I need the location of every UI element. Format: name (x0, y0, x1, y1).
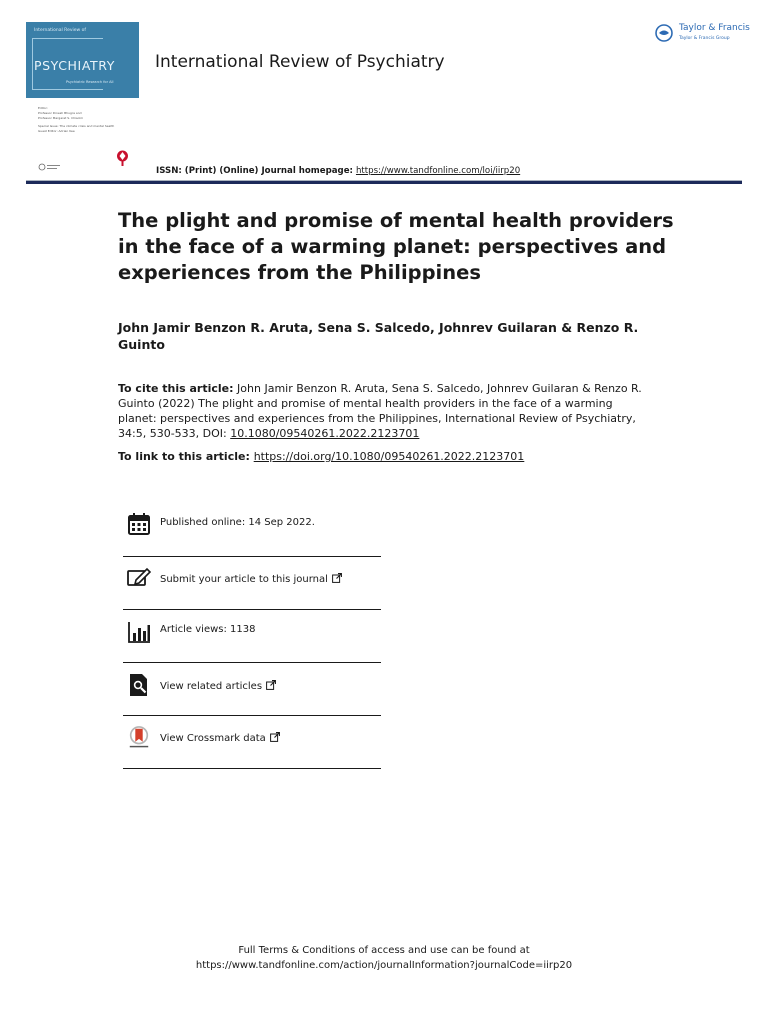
citation-label: To cite this article: (118, 382, 234, 395)
bar-chart-icon (127, 620, 151, 644)
cover-editors-3: Professor Margaret S. Chisolm (38, 116, 84, 120)
submit-article-label: Submit your article to this journal (160, 574, 328, 585)
article-authors: John Jamir Benzon R. Aruta, Sena S. Salcedo, Johnrev Guilaran & Renzo R. Guinto (118, 320, 639, 352)
footer-line-1: Full Terms & Conditions of access and use can be found at (238, 945, 530, 956)
publisher-subname: Taylor & Francis Group (679, 36, 730, 41)
cover-editors-1: Editor: (38, 106, 48, 110)
edit-icon (127, 566, 151, 590)
citation-doi-link[interactable]: 10.1080/09540261.2022.2123701 (230, 427, 420, 440)
publisher-name: Taylor & Francis (679, 23, 750, 33)
external-link-icon (270, 732, 280, 742)
header-divider (26, 181, 742, 184)
article-link-label: To link to this article: (118, 450, 254, 463)
publisher-emblem-icon (116, 150, 129, 166)
article-info-list (123, 505, 381, 769)
routledge-logo-icon (38, 162, 62, 172)
citation-block (118, 381, 648, 441)
cover-editors-5: Guest Editor: Adrian Kee (38, 129, 75, 133)
article-views: Article views: 1138 (160, 624, 256, 635)
view-crossmark-label: View Crossmark data (160, 733, 266, 744)
footer-terms (0, 943, 768, 973)
calendar-icon (127, 512, 151, 536)
crossmark-icon (127, 726, 151, 750)
search-document-icon (127, 673, 151, 697)
views-row (123, 610, 381, 663)
issn-line (156, 166, 520, 176)
footer-terms-link[interactable]: https://www.tandfonline.com/action/journalInformation?journalCode=iirp20 (195, 960, 573, 971)
citation-text: John Jamir Benzon R. Aruta, Sena S. Salcedo, Johnrev Guilaran & Renzo R. Guinto (2022) The plight and promise of mental health providers in the face of a warming planet: perspectives and experiences from the Philippines, International Review of Psychiatry, 34:5, 530-533, DOI: (118, 382, 642, 440)
published-date: Published online: 14 Sep 2022. (160, 517, 315, 528)
journal-title: International Review of Psychiatry (155, 52, 445, 72)
cover-tagline: Psychiatric Research for All (66, 80, 114, 84)
journal-cover (26, 22, 139, 98)
related-row[interactable] (123, 663, 381, 716)
view-related-label: View related articles (160, 681, 263, 692)
published-row (123, 505, 381, 557)
view-related-link[interactable] (160, 680, 276, 692)
journal-homepage-link[interactable]: https://www.tandfonline.com/loi/iirp20 (355, 166, 521, 176)
external-link-icon (266, 680, 276, 690)
cover-editors-4: Special Issue: The climate crisis and mental health (38, 124, 115, 128)
publisher-logo (655, 22, 755, 48)
cover-top-text: International Review of (34, 28, 86, 33)
taylor-francis-icon (655, 24, 673, 42)
submit-row[interactable] (123, 557, 381, 610)
cover-journal-word: PSYCHIATRY (34, 58, 115, 73)
external-link-icon (332, 573, 342, 583)
submit-article-link[interactable] (160, 573, 342, 585)
crossmark-row[interactable] (123, 716, 381, 769)
article-link-block (118, 450, 658, 463)
article-doi-link[interactable]: https://doi.org/10.1080/09540261.2022.2123701 (253, 450, 525, 463)
view-crossmark-link[interactable] (160, 732, 280, 744)
cover-editors-2: Professor Dinesh Bhugra and (38, 111, 82, 115)
issn-prefix: ISSN: (Print) (Online) Journal homepage: (156, 166, 356, 176)
article-title: The plight and promise of mental health providers in the face of a warming planet: perspectives and experiences from the Philippines (118, 209, 674, 284)
